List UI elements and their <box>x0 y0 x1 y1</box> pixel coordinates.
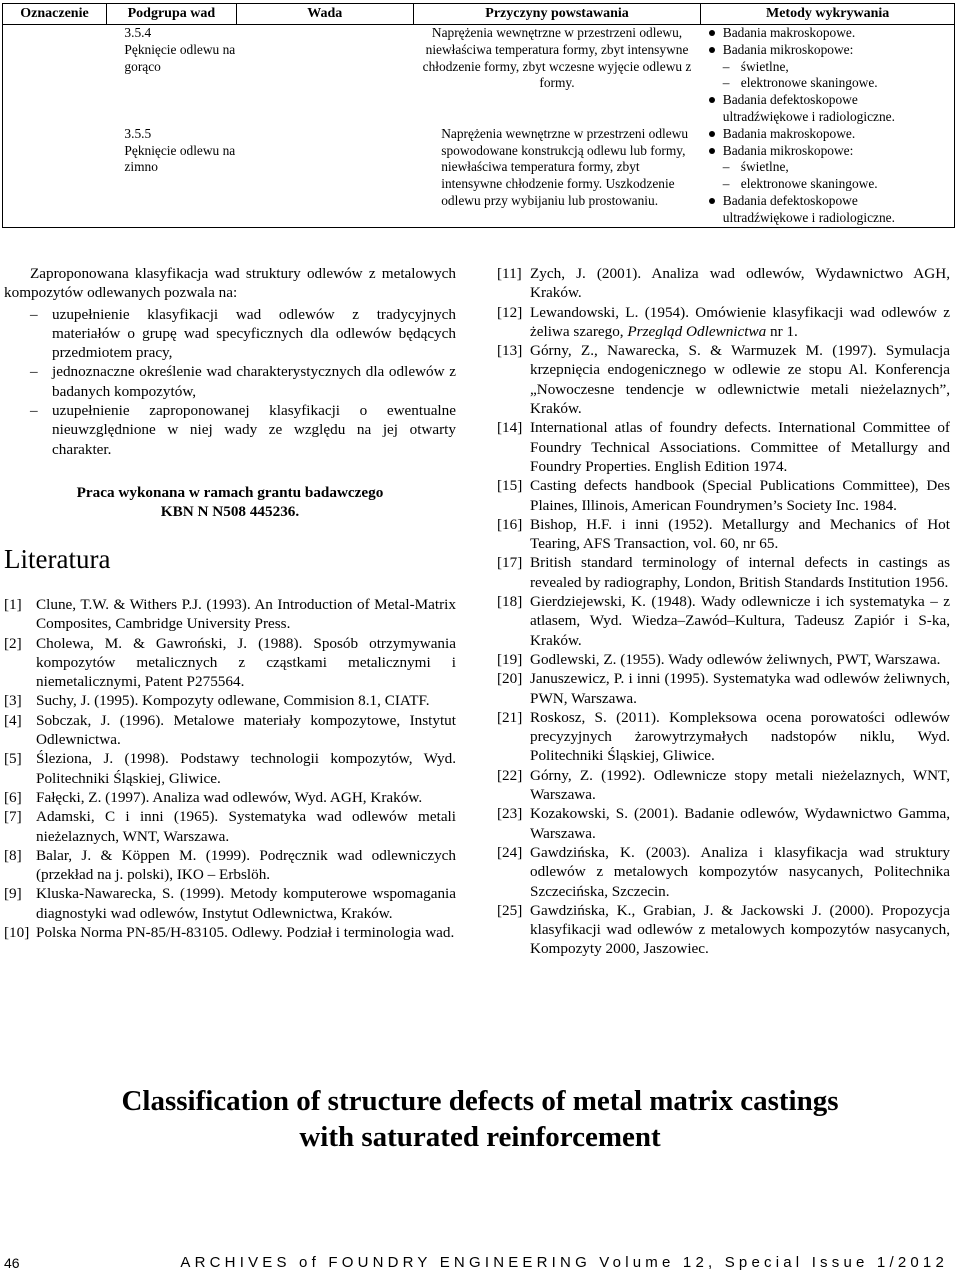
reference-item: [25] Gawdzińska, K., Grabian, J. & Jackowski J. (2000). Propozycja klasyfikacji wad odlewów z metalowych kompozytów nasycanych, Kompozyty 2000, Jaszowiec. <box>497 901 950 958</box>
list-item: – świetlne, <box>722 58 789 74</box>
list-item: – uzupełnienie zaproponowanej klasyfikacji o ewentualne nieuwzględnione w niej wady ze względu na jej otwarty charakter. <box>30 402 456 458</box>
list-item: Badania defektoskopowe <box>705 92 950 109</box>
reference-item: [10] Polska Norma PN-85/H-83105. Odlewy. Podział i terminologia wad. <box>4 924 455 942</box>
reference-item: [16] Bishop, H.F. i inni (1952). Metallurgy and Mechanics of Hot Tearing, AFS Transaction, vol. 60, nr 65. <box>497 515 950 553</box>
list-item: – jednoznaczne określenie wad charakterystycznych dla odlewów z badanych kompozytów, <box>30 363 456 400</box>
defects-table <box>2 3 955 228</box>
references-list-left <box>4 595 456 942</box>
reference-item: [2] Cholewa, M. & Gawroński, J. (1988). Sposób otrzymywania kompozytów metalicznych z cząstkami metalicznymi i niemetalicznymi, Patent P275564. <box>4 634 456 691</box>
reference-item: [23] Kozakowski, S. (2001). Badanie odlewów, Wydawnictwo Gamma, Warszawa. <box>497 805 950 842</box>
title-line: Classification of structure defects of metal matrix castings <box>121 1085 839 1117</box>
dash-icon: – <box>30 305 38 323</box>
methods-continuation: ultradźwiękowe i radiologiczne. <box>722 209 895 225</box>
references-heading: Literatura <box>4 543 111 574</box>
left-column <box>4 264 456 942</box>
dash-icon: – <box>722 176 730 192</box>
intro-paragraph: Zaproponowana klasyfikacja wad struktury odlewów z metalowych kompozytów odlewanych pozwala na: <box>4 265 456 302</box>
list-item: Badania makroskopowe. <box>705 25 950 42</box>
cause-cell: Naprężenia wewnętrzne w przestrzeni odlewu, niewłaściwa temperatura formy, zbyt intensywne chłodzenie formy, zbyt wczesne wyjęcie odlewu z formy. <box>422 25 692 91</box>
table-row <box>3 126 955 227</box>
reference-item: [7] Adamski, C i inni (1965). Systematyka wad odlewów metali nieżelaznych, WNT, Warszawa. <box>4 808 456 845</box>
list-item: Badania mikroskopowe: <box>705 143 950 160</box>
methods-cell <box>701 126 955 227</box>
page-number: 46 <box>4 1255 20 1271</box>
subgroup-code: 3.5.5 <box>124 125 152 141</box>
reference-item: [1] Clune, T.W. & Withers P.J. (1993). An Introduction of Metal-Matrix Composites, Cambridge University Press. <box>4 595 456 633</box>
list-item: Badania defektoskopowe <box>705 193 950 210</box>
bullet-icon <box>709 198 715 204</box>
cause-cell: Naprężenia wewnętrzne w przestrzeni odlewu spowodowane konstrukcją odlewu lub formy, niewłaściwa temperatura formy, zbyt intensywne chłodzenie formy. Uszkodzenie odlewu przy wybijaniu lub prostowaniu. <box>413 126 701 227</box>
table-row <box>3 25 955 126</box>
reference-item: [20] Januszewicz, P. i inni (1995). Systematyka wad odlewów żeliwnych, PWN, Warszawa. <box>497 670 950 707</box>
column-header: Oznaczenie <box>3 4 107 25</box>
reference-item: [15] Casting defects handbook (Special Publications Committee), Des Plaines, Illinois, American Foundrymen’s Society Inc. 1984. <box>497 477 950 514</box>
dash-icon: – <box>30 402 38 420</box>
methods-continuation: ultradźwiękowe i radiologiczne. <box>722 108 895 124</box>
column-header: Wada <box>236 4 413 25</box>
reference-item: [22] Górny, Z. (1992). Odlewnicze stopy metali nieżelaznych, WNT, Warszawa. <box>497 766 950 804</box>
reference-item: [12] Lewandowski, L. (1954). Omówienie klasyfikacji wad odlewów z żeliwa szarego, Przegląd Odlewnictwa nr 1. <box>497 303 950 340</box>
grant-note <box>4 483 456 521</box>
table-header-row <box>3 4 955 25</box>
list-item: Badania mikroskopowe: <box>705 42 950 59</box>
designation-cell <box>3 25 107 126</box>
reference-item: [3] Suchy, J. (1995). Kompozyty odlewane, Commision 8.1, CIATF. <box>4 692 430 710</box>
column-header: Metody wykrywania <box>701 4 955 25</box>
subgroup-name: Pęknięcie odlewu na gorąco <box>124 41 236 74</box>
column-header: Podgrupa wad <box>106 4 236 25</box>
reference-item: [19] Godlewski, Z. (1955). Wady odlewów żeliwnych, PWT, Warszawa. <box>497 650 941 668</box>
reference-item: [18] Gierdziejewski, K. (1948). Wady odlewnicze i ich systematyka – z atlasem, Wyd. Wiedza–Zawód–Kultura, Tadeusz Zapiór i S-ka, Kraków. <box>497 593 950 649</box>
reference-item: [5] Śleziona, J. (1998). Podstawy technologii kompozytów, Wyd. Politechniki Śląskiej, Gliwice. <box>4 750 456 787</box>
list-item: – świetlne, <box>722 159 789 175</box>
title-line: with saturated reinforcement <box>299 1121 661 1153</box>
english-title <box>0 1083 960 1155</box>
reference-item: [11] Zych, J. (2001). Analiza wad odlewów, Wydawnictwo AGH, Kraków. <box>497 265 950 302</box>
methods-cell <box>701 25 955 126</box>
reference-item: [4] Sobczak, J. (1996). Metalowe materiały kompozytowe, Instytut Odlewnictwa. <box>4 711 456 749</box>
reference-item: [17] British standard terminology of internal defects in castings as revealed by radiography, London, British Standards Institution 1956. <box>497 554 950 591</box>
list-item: – elektronowe skaningowe. <box>722 75 878 91</box>
dash-icon: – <box>722 159 730 175</box>
reference-item: [9] Kluska-Nawarecka, S. (1999). Metody komputerowe wspomagania diagnostyki wad odlewów, Instytut Odlewnictwa, Kraków. <box>4 885 456 922</box>
reference-item: [13] Górny, Z., Nawarecka, S. & Warmuzek M. (1997). Symulacja krzepnięcia endogenicznego w odlewie ze stopu Al. Konferencja „Nowoczesne tendencje w odlewnictwie metali nieżelaznych”, Kraków. <box>497 342 950 418</box>
references-list-right <box>497 264 950 959</box>
bullet-icon <box>709 131 715 137</box>
reference-item: [6] Fałęcki, Z. (1997). Analiza wad odlewów, Wyd. AGH, Kraków. <box>4 788 423 806</box>
column-header: Przyczyny powstawania <box>413 4 701 25</box>
grant-line: Praca wykonana w ramach grantu badawczego <box>76 483 384 501</box>
reference-item: [14] International atlas of foundry defects. International Committee of Foundry Technical Associations. Committee of Metallurgy and Foundry Properties. English Edition 1974. <box>497 419 950 475</box>
dash-icon: – <box>30 363 38 381</box>
bullet-icon <box>709 148 715 154</box>
designation-cell <box>3 126 107 227</box>
list-item: – uzupełnienie klasyfikacji wad odlewów z tradycyjnych materiałów o grupę wad specyficznych dla odlewów będących przedmiotem pracy, <box>30 305 456 362</box>
bullet-icon <box>709 97 715 103</box>
grant-line: KBN N N508 445236. <box>160 502 300 520</box>
list-item: Badania makroskopowe. <box>705 126 950 143</box>
reference-item: [8] Balar, J. & Köppen M. (1999). Podręcznik wad odlewniczych (przekład na j. polski), IKO – Erbslöh. <box>4 846 456 884</box>
subgroup-name: Pęknięcie odlewu na zimno <box>124 142 236 175</box>
reference-item: [21] Roskosz, S. (2011). Kompleksowa ocena porowatości odlewów precyzyjnych żarowytrzymałych nadstopów niklu, Wyd. Politechniki Śląskiej, Gliwice. <box>497 708 950 765</box>
subgroup-code: 3.5.4 <box>124 25 152 40</box>
subgroup-cell <box>106 25 413 126</box>
list-item: – elektronowe skaningowe. <box>722 176 878 192</box>
right-column <box>497 264 950 959</box>
subgroup-cell <box>106 126 413 227</box>
reference-item: [24] Gawdzińska, K. (2003). Analiza i klasyfikacja wad struktury odlewów z metalowych kompozytów nasycanych, Politechnika Szczecińska, Szczecin. <box>497 843 950 900</box>
bullet-icon <box>709 47 715 53</box>
bullet-icon <box>709 30 715 36</box>
dash-icon: – <box>722 75 730 91</box>
conclusion-list <box>4 305 456 459</box>
journal-footer: ARCHIVES of FOUNDRY ENGINEERING Volume 12, Special Issue 1/2012 <box>180 1254 948 1271</box>
dash-icon: – <box>722 58 730 74</box>
